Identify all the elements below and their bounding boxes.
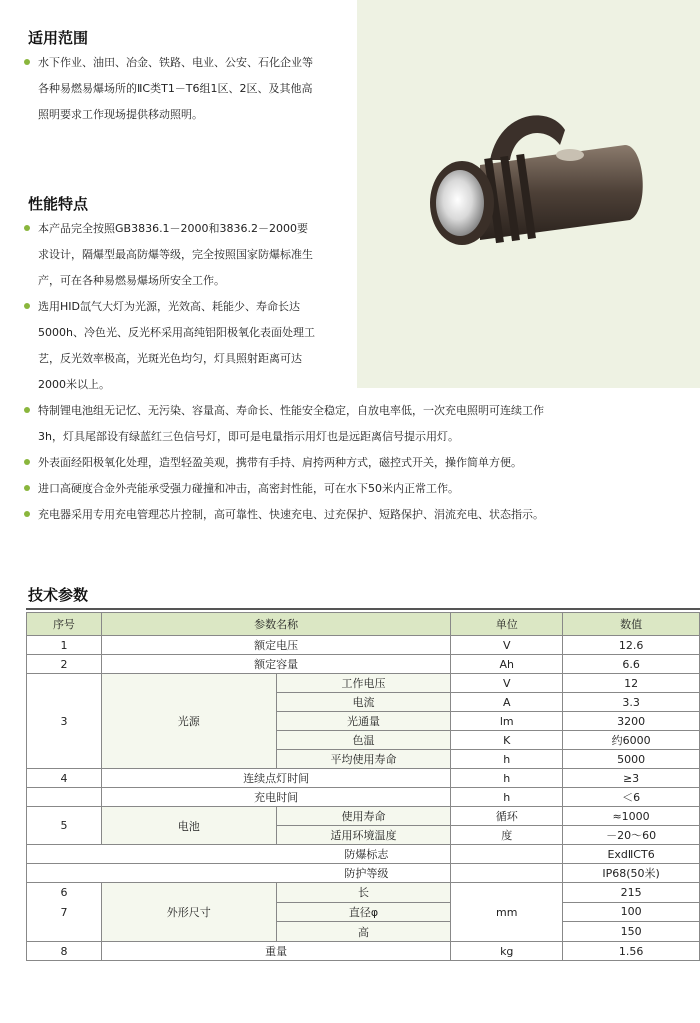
table-cell: h — [451, 788, 563, 807]
table-cell: 2 — [27, 655, 102, 674]
header-cell: 序号 — [27, 613, 102, 636]
divider — [26, 608, 700, 610]
table-cell: ExdⅡCT6 — [563, 845, 700, 864]
table-cell: 循环 — [451, 807, 563, 826]
table-row — [27, 807, 700, 826]
bullet-icon — [24, 511, 30, 517]
params-title: 技术参数 — [28, 586, 89, 604]
table-cell: 电流 — [276, 693, 451, 712]
table-cell: Ah — [451, 655, 563, 674]
table-cell: V — [451, 674, 563, 693]
bullet-icon — [24, 225, 30, 231]
header-cell: 数值 — [563, 613, 700, 636]
table-cell: －20～60 — [563, 826, 700, 845]
table-cell: 6 7 — [27, 883, 102, 942]
table-row — [27, 636, 700, 655]
table-cell: 工作电压 — [276, 674, 451, 693]
table-cell: 光源 — [101, 674, 276, 769]
table-cell — [451, 845, 563, 864]
table-row — [27, 942, 700, 961]
table-cell: ＜6 — [563, 788, 700, 807]
table-cell: 5000 — [563, 750, 700, 769]
list-item: 水下作业、油田、冶金、铁路、电业、公安、石化企业等各种易燃易爆场所的ⅡC类T1－T6组1区、2区、及其他高照明要求工作现场提供移动照明。 — [24, 50, 314, 128]
table-header-row — [27, 613, 700, 636]
table-cell: 连续点灯时间 — [101, 769, 450, 788]
table-cell: 充电时间 — [101, 788, 450, 807]
table-cell: 4 — [27, 769, 102, 788]
table-cell: h — [451, 750, 563, 769]
table-cell: 8 — [27, 942, 102, 961]
table-cell: 高 — [276, 922, 451, 942]
table-cell: 度 — [451, 826, 563, 845]
features-list — [24, 216, 684, 528]
table-cell: 防护等级 — [27, 864, 451, 883]
list-item: 选用HID氙气大灯为光源，光效高、耗能少、寿命长达5000h、冷色光、反光杯采用高纯铝阳极氧化表面处理工艺，反光效率极高，光斑光色均匀，灯具照射距离可达2000米以上。 — [24, 294, 318, 398]
table-cell — [27, 788, 102, 807]
table-cell: h — [451, 769, 563, 788]
table-row — [27, 788, 700, 807]
table-cell — [451, 864, 563, 883]
table-cell: 12.6 — [563, 636, 700, 655]
table-cell: 外形尺寸 — [101, 883, 276, 942]
params-table — [26, 612, 700, 961]
scope-title: 适用范围 — [28, 29, 89, 47]
table-cell: ≈1000 — [563, 807, 700, 826]
table-cell: A — [451, 693, 563, 712]
table-cell: 100 — [563, 902, 700, 922]
table-cell: 5 — [27, 807, 102, 845]
table-cell: 重量 — [101, 942, 450, 961]
features-title: 性能特点 — [28, 195, 89, 213]
table-row — [27, 769, 700, 788]
table-cell: 平均使用寿命 — [276, 750, 451, 769]
table-cell: 额定电压 — [101, 636, 450, 655]
table-cell: 防爆标志 — [27, 845, 451, 864]
table-row — [27, 845, 700, 864]
table-cell: 长 — [276, 883, 451, 903]
table-cell: 电池 — [101, 807, 276, 845]
list-item: 进口高硬度合金外壳能承受强力碰撞和冲击，高密封性能，可在水下50米内正常工作。 — [24, 476, 684, 502]
table-cell: 150 — [563, 922, 700, 942]
table-cell: mm — [451, 883, 563, 942]
list-item: 外表面经阳极氧化处理，造型轻盈美观，携带有手持、肩挎两种方式，磁控式开关，操作简单方便。 — [24, 450, 684, 476]
table-cell: K — [451, 731, 563, 750]
table-row — [27, 674, 700, 693]
list-item: 本产品完全按照GB3836.1－2000和3836.2－2000要求设计，隔爆型最高防爆等级，完全按照国家防爆标准生产，可在各种易燃易爆场所安全工作。 — [24, 216, 318, 294]
table-cell: lm — [451, 712, 563, 731]
table-cell: 直径φ — [276, 902, 451, 922]
table-cell: 3.3 — [563, 693, 700, 712]
scope-list — [24, 50, 314, 128]
table-cell: kg — [451, 942, 563, 961]
table-cell: 额定容量 — [101, 655, 450, 674]
table-cell: 3 — [27, 674, 102, 769]
table-cell: 6.6 — [563, 655, 700, 674]
table-cell: V — [451, 636, 563, 655]
list-item: 充电器采用专用充电管理芯片控制，高可靠性、快速充电、过充保护、短路保护、涓流充电、状态指示。 — [24, 502, 684, 528]
table-cell: 1.56 — [563, 942, 700, 961]
header-cell: 单位 — [451, 613, 563, 636]
table-row — [27, 655, 700, 674]
bullet-icon — [24, 407, 30, 413]
table-cell: 使用寿命 — [276, 807, 451, 826]
table-cell: 3200 — [563, 712, 700, 731]
bullet-icon — [24, 303, 30, 309]
table-cell: 光通量 — [276, 712, 451, 731]
table-cell: 约6000 — [563, 731, 700, 750]
table-cell: 色温 — [276, 731, 451, 750]
header-cell: 参数名称 — [101, 613, 450, 636]
bullet-icon — [24, 59, 30, 65]
table-cell: 215 — [563, 883, 700, 903]
table-cell: IP68(50米) — [563, 864, 700, 883]
bullet-icon — [24, 459, 30, 465]
table-row — [27, 864, 700, 883]
table-cell: 适用环境温度 — [276, 826, 451, 845]
table-row — [27, 883, 700, 903]
table-cell: 12 — [563, 674, 700, 693]
table-cell: 1 — [27, 636, 102, 655]
bullet-icon — [24, 485, 30, 491]
table-cell: ≥3 — [563, 769, 700, 788]
list-item: 特制锂电池组无记忆、无污染、容量高、寿命长、性能安全稳定，自放电率低，一次充电照明可连续工作3h，灯具尾部设有绿蓝红三色信号灯，即可是电量指示用灯也是远距离信号提示用灯。 — [24, 398, 558, 450]
